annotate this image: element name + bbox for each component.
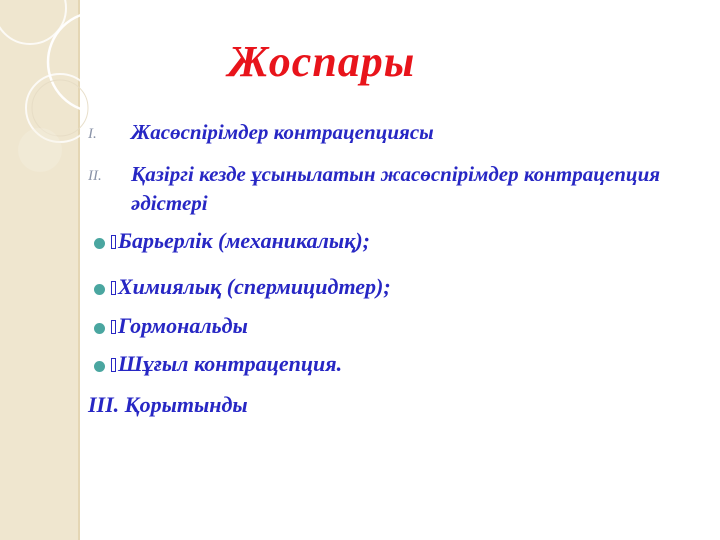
placeholder-glyph-icon <box>111 320 116 334</box>
placeholder-glyph-icon <box>111 358 116 372</box>
plan-item-2: Қазіргі кезде ұсынылатын жасөспірімдер контрацепция әдістері <box>131 162 661 215</box>
conclusion-item: III. Қорытынды <box>88 392 248 417</box>
bullet-icon <box>94 284 105 295</box>
plan-item-1: Жасөспірімдер контрацепциясы <box>131 120 434 144</box>
method-barrier: Барьерлік (механикалық); <box>118 228 371 253</box>
method-emergency: Шұғыл контрацепция. <box>118 351 343 376</box>
bullet-icon <box>94 323 105 334</box>
slide-title: Жоспары <box>228 37 416 86</box>
numeral-ii: II. <box>88 168 102 184</box>
placeholder-glyph-icon <box>111 235 116 249</box>
numeral-i: I. <box>88 126 97 142</box>
bullet-icon <box>94 361 105 372</box>
placeholder-glyph-icon <box>111 281 116 295</box>
method-hormonal: Гормональды <box>118 313 248 338</box>
bullet-icon <box>94 238 105 249</box>
method-chemical: Химиялық (спермицидтер); <box>118 274 391 299</box>
